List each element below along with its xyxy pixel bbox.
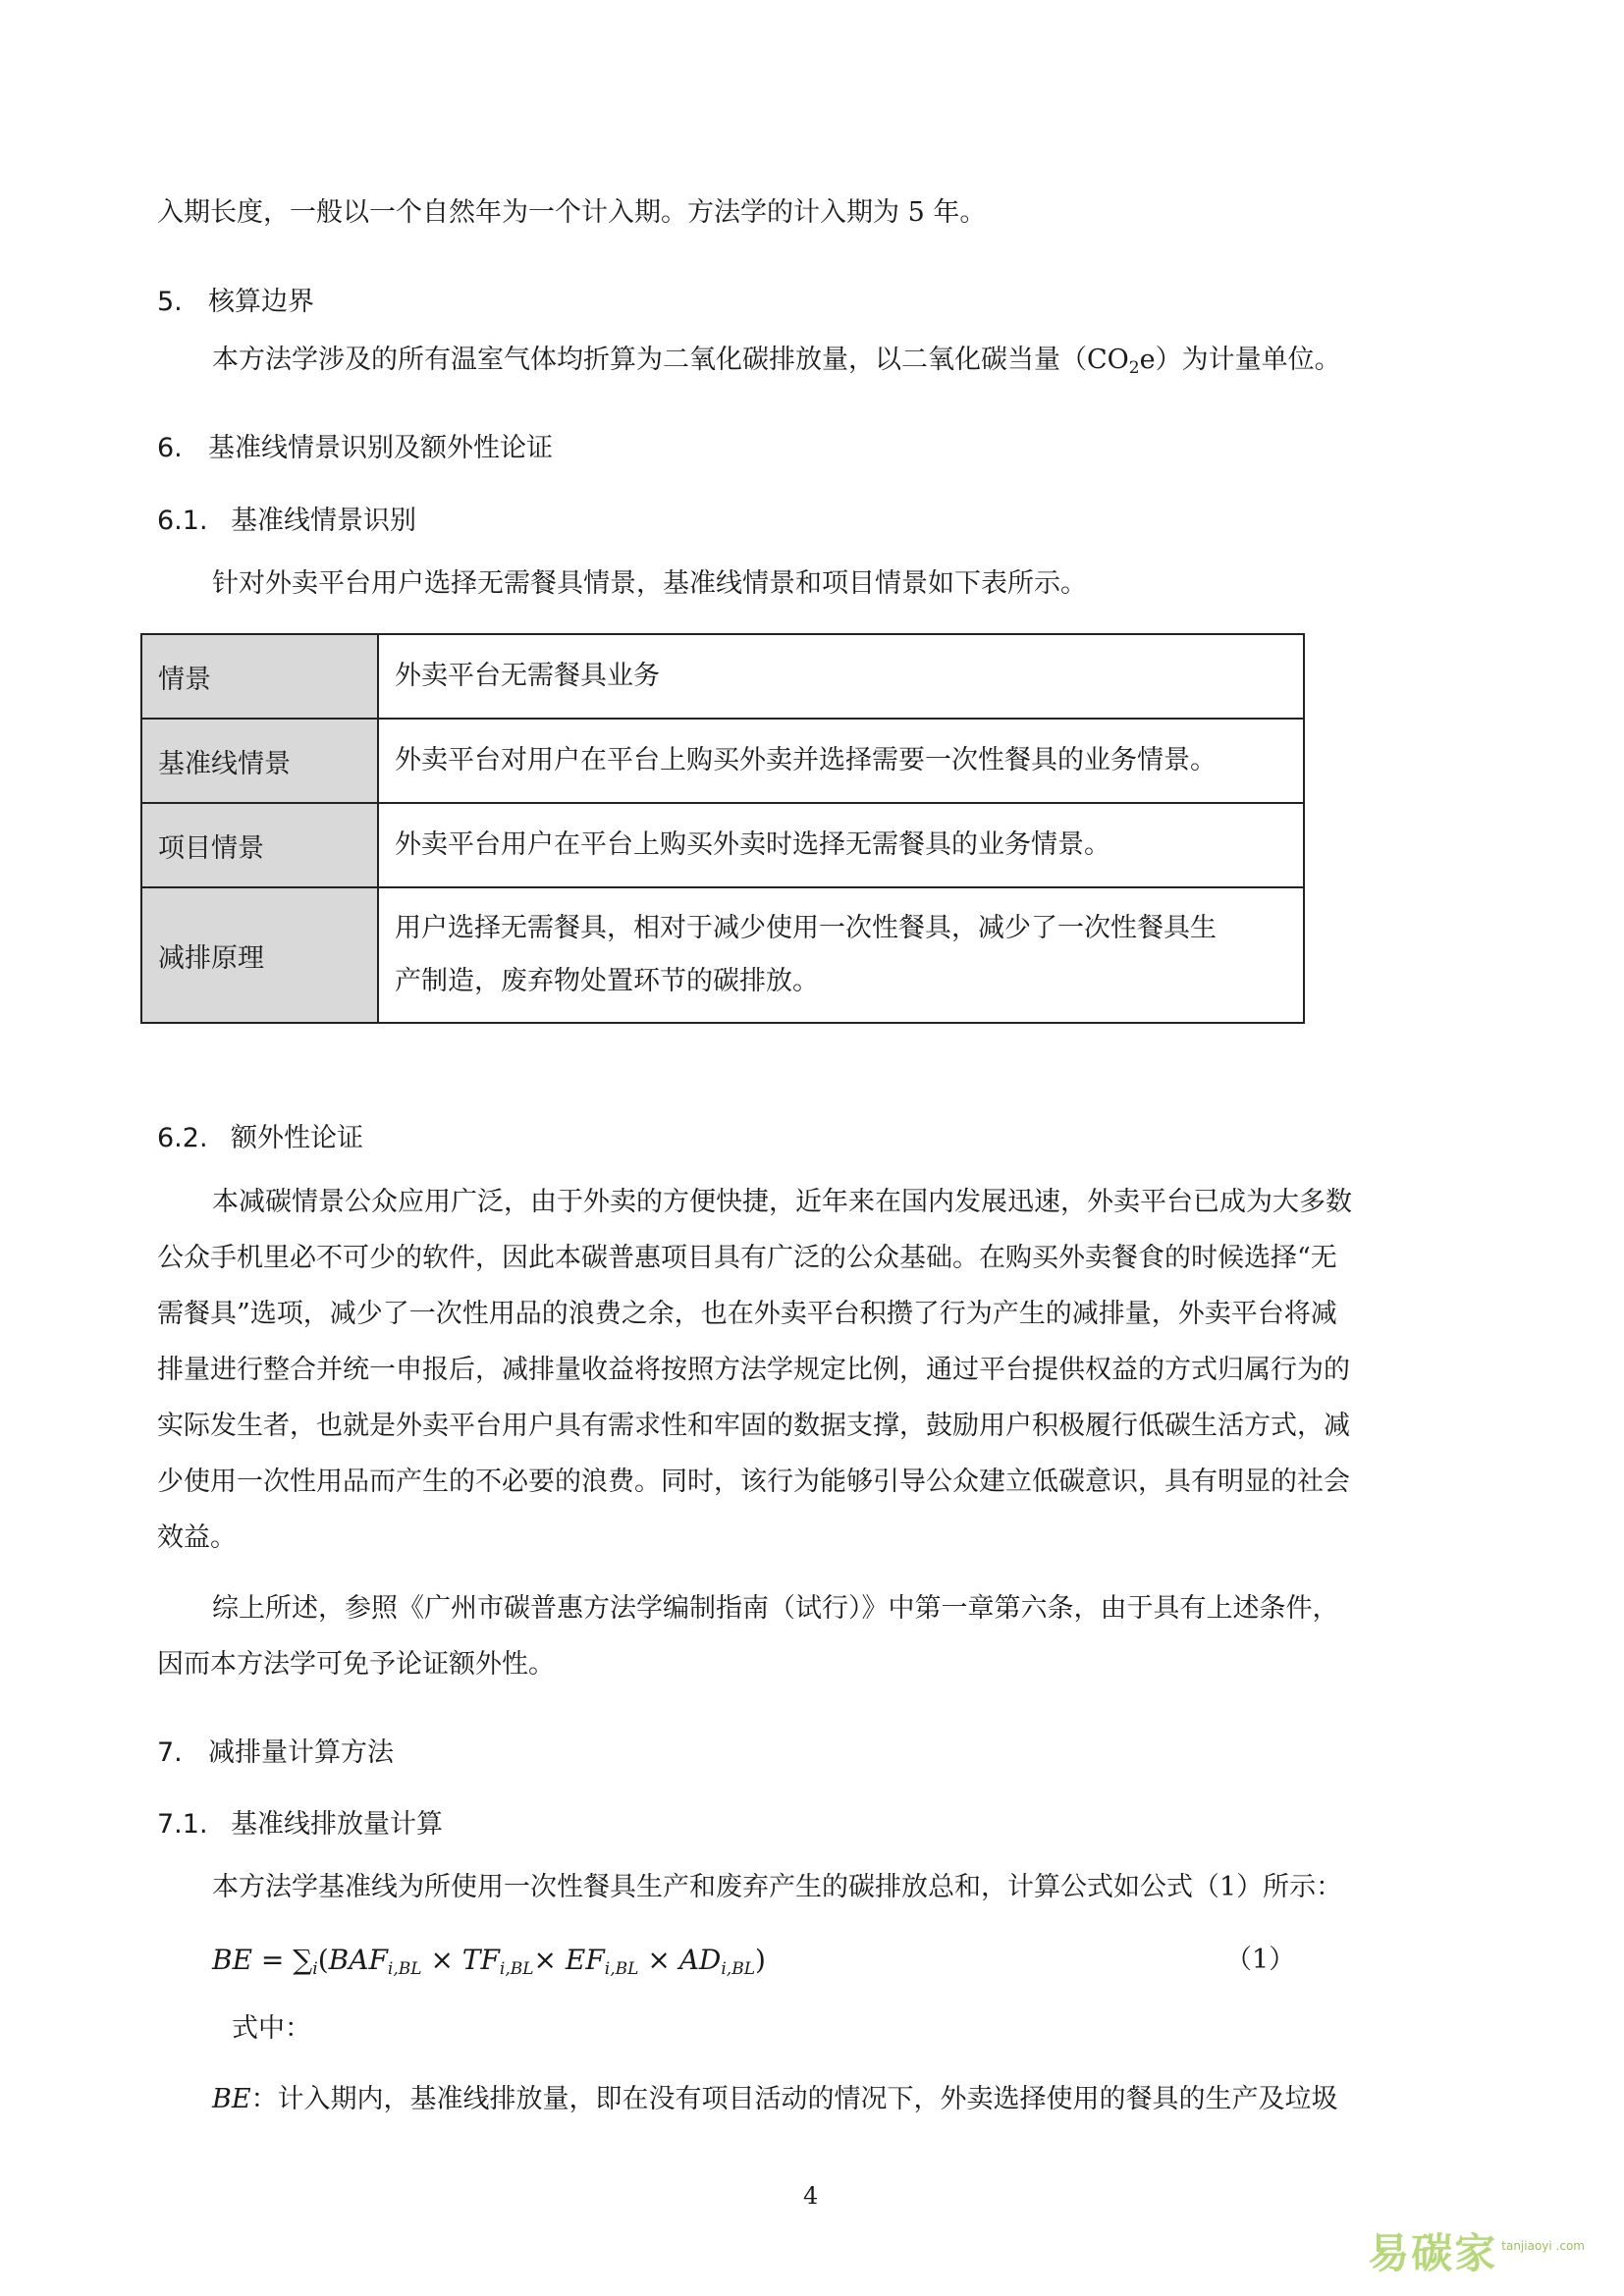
table-cell-label: 减排原理: [141, 887, 378, 1023]
table-cell-value: 外卖平台用户在平台上购买外卖时选择无需餐具的业务情景。: [378, 803, 1304, 887]
paragraph-baseline-intro: 本方法学基准线为所使用一次性餐具生产和废弃产生的碳排放总和，计算公式如公式（1）所示：: [212, 1872, 1343, 1902]
paragraph-be-definition: [212, 2073, 1338, 2126]
boundary-text-a: 本方法学涉及的所有温室气体均折算为二氧化碳排放量，以二氧化碳当量（CO: [212, 345, 1129, 375]
section-number: 7.1.: [157, 1809, 208, 1840]
heading-section-5: [157, 280, 314, 318]
be-definition: ：计入期内，基准线排放量，即在没有项目活动的情况下，外卖选择使用的餐具的生产及垃圾: [250, 2084, 1338, 2114]
section-title: 基准线情景识别及额外性论证: [208, 433, 553, 463]
paragraph-line: 综上所述，参照《广州市碳普惠方法学编制指南（试行）》中第一章第六条，由于具有上述条件，: [212, 1593, 1339, 1624]
section-title: 核算边界: [208, 287, 314, 317]
paragraph-line: 效益。: [157, 1522, 237, 1553]
watermark-logo: [1368, 2221, 1585, 2280]
table-cell-line: 产制造，废弃物处置环节的碳排放。: [395, 966, 819, 996]
table-row: [141, 719, 1304, 803]
table-cell-value: 外卖平台无需餐具业务: [378, 634, 1304, 719]
formula-baseline-emission: BE = $\sum_i(BAF_{i,BL} \times TF_{i,BL}\times EF_{i,BL} \times AD_{i,BL})$: [212, 1944, 766, 1979]
section-title: 减排量计算方法: [208, 1737, 394, 1768]
table-row: [141, 634, 1304, 719]
paragraph-table-intro: 针对外卖平台用户选择无需餐具情景，基准线情景和项目情景如下表所示。: [212, 568, 1087, 599]
be-term: BE: [212, 2084, 251, 2114]
section-number: 6.: [157, 433, 183, 463]
paragraph-intro-line: 入期长度，一般以一个自然年为一个计入期。方法学的计入期为 5 年。: [157, 197, 987, 228]
table-cell-label: 情景: [141, 634, 378, 719]
boundary-text-b: e）为计量单位。: [1139, 345, 1341, 375]
table-cell-value: [378, 887, 1304, 1023]
heading-section-7: [157, 1731, 394, 1769]
scenario-table: [140, 633, 1305, 1024]
paragraph-line: 公众手机里必不可少的软件，因此本碳普惠项目具有广泛的公众基础。在购买外卖餐食的时候选择“无: [157, 1243, 1337, 1273]
section-number: 5.: [157, 287, 183, 317]
table-cell-label: 项目情景: [141, 803, 378, 887]
section-title: 额外性论证: [231, 1123, 363, 1153]
table-cell-line: 用户选择无需餐具，相对于减少使用一次性餐具，减少了一次性餐具生: [395, 913, 1217, 943]
paragraph-line: 少使用一次性用品而产生的不必要的浪费。同时，该行为能够引导公众建立低碳意识，具有明显的社会: [157, 1467, 1350, 1497]
table-row: [141, 887, 1304, 1023]
paragraph-line: 本减碳情景公众应用广泛，由于外卖的方便快捷，近年来在国内发展迅速，外卖平台已成为大多数: [212, 1187, 1352, 1217]
watermark-domain: tanjiaoyi .com: [1501, 2239, 1585, 2253]
table-row: [141, 803, 1304, 887]
section-title: 基准线情景识别: [231, 506, 416, 536]
formula-number: （1）: [1225, 1945, 1296, 1975]
section-number: 6.2.: [157, 1123, 208, 1153]
paragraph-line: 实际发生者，也就是外卖平台用户具有需求性和牢固的数据支撑，鼓励用户积极履行低碳生活方式，减: [157, 1411, 1350, 1441]
heading-section-6-2: [157, 1116, 363, 1154]
heading-section-6: [157, 426, 553, 464]
paragraph-line: 因而本方法学可免予论证额外性。: [157, 1649, 555, 1680]
table-cell-label: 基准线情景: [141, 719, 378, 803]
co2-subscript: 2: [1128, 358, 1140, 378]
paragraph-boundary: [212, 334, 1341, 395]
section-number: 7.: [157, 1737, 183, 1768]
page-number: 4: [803, 2182, 819, 2210]
paragraph-line: 需餐具”选项，减少了一次性用品的浪费之余，也在外卖平台积攒了行为产生的减排量，外卖平台将减: [157, 1299, 1337, 1329]
table-cell-value: 外卖平台对用户在平台上购买外卖并选择需要一次性餐具的业务情景。: [378, 719, 1304, 803]
paragraph-line: 排量进行整合并统一申报后，减排量收益将按照方法学规定比例，通过平台提供权益的方式归属行为的: [157, 1355, 1350, 1385]
paragraph-where: 式中：: [232, 2013, 311, 2044]
watermark-text: 易碳家: [1368, 2229, 1498, 2277]
section-title: 基准线排放量计算: [231, 1809, 443, 1840]
heading-section-6-1: [157, 499, 416, 537]
heading-section-7-1: [157, 1802, 443, 1841]
section-number: 6.1.: [157, 506, 208, 536]
